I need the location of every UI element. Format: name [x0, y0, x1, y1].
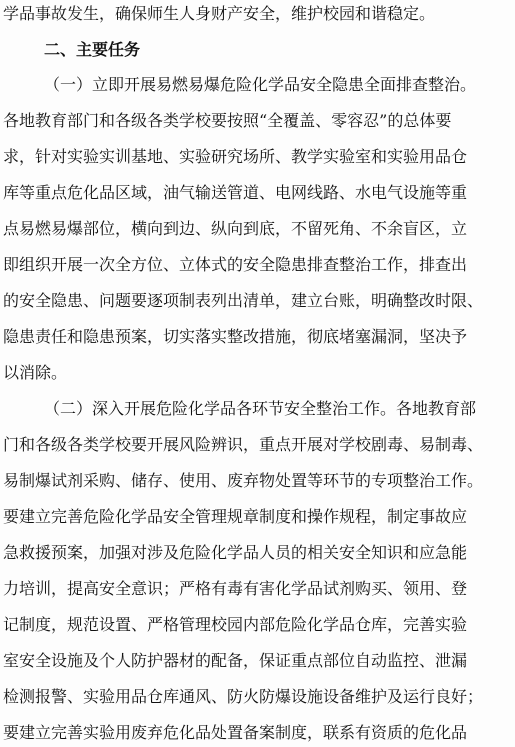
- text-line: 各地教育部门和各级各类学校要按照“全覆盖、零容忍”的总体要: [3, 111, 452, 130]
- text-line: 门和各级各类学校要开展风险辨识，重点开展对学校剧毒、易制毒、: [3, 435, 484, 454]
- text-line: 学品事故发生，确保师生人身财产安全，维护校园和谐稳定。: [3, 4, 436, 23]
- text-line: 要建立完善实验用废弃危化品处置备案制度，联系有资质的危化品: [3, 723, 468, 742]
- section-heading: 二、主要任务: [44, 40, 141, 59]
- text-line: 检测报警、实验用品仓库通风、防火防爆设施设备维护及运行良好；: [3, 687, 484, 706]
- text-line: 即组织开展一次全方位、立体式的安全隐患排查整治工作，排查出: [3, 255, 468, 274]
- text-line: 要建立完善危险化学品安全管理规章制度和操作规程，制定事故应: [3, 507, 468, 526]
- subsection-heading: （一）立即开展易燃易爆危险化学品安全隐患全面排查整治。: [44, 75, 477, 94]
- text-line: 室安全设施及个人防护器材的配备，保证重点部位自动监控、泄漏: [3, 651, 468, 670]
- text-line: 易制爆试剂采购、储存、使用、废弃物处置等环节的专项整治工作。: [3, 471, 484, 490]
- subsection-heading: （二）深入开展危险化学品各环节安全整治工作。各地教育部: [44, 399, 477, 418]
- text-line: 库等重点危化品区域，油气输送管道、电网线路、水电气设施等重: [3, 183, 468, 202]
- text-line: 记制度，规范设置、严格管理校园内部危险化学品仓库，完善实验: [3, 615, 468, 634]
- text-line: 力培训，提高安全意识；严格有毒有害化学品试剂购买、领用、登: [3, 579, 468, 598]
- text-line: 急救援预案，加强对涉及危险化学品人员的相关安全知识和应急能: [3, 543, 468, 562]
- text-line: 以消除。: [3, 363, 68, 382]
- text-line: 隐患责任和隐患预案，切实落实整改措施，彻底堵塞漏洞，坚决予: [3, 327, 468, 346]
- text-line: 的安全隐患、问题要逐项制表列出清单，建立台账，明确整改时限、: [3, 291, 484, 310]
- text-line: 求，针对实验实训基地、实验研究场所、教学实验室和实验用品仓: [3, 147, 468, 166]
- text-line: 点易燃易爆部位，横向到边、纵向到底，不留死角、不余盲区，立: [3, 219, 468, 238]
